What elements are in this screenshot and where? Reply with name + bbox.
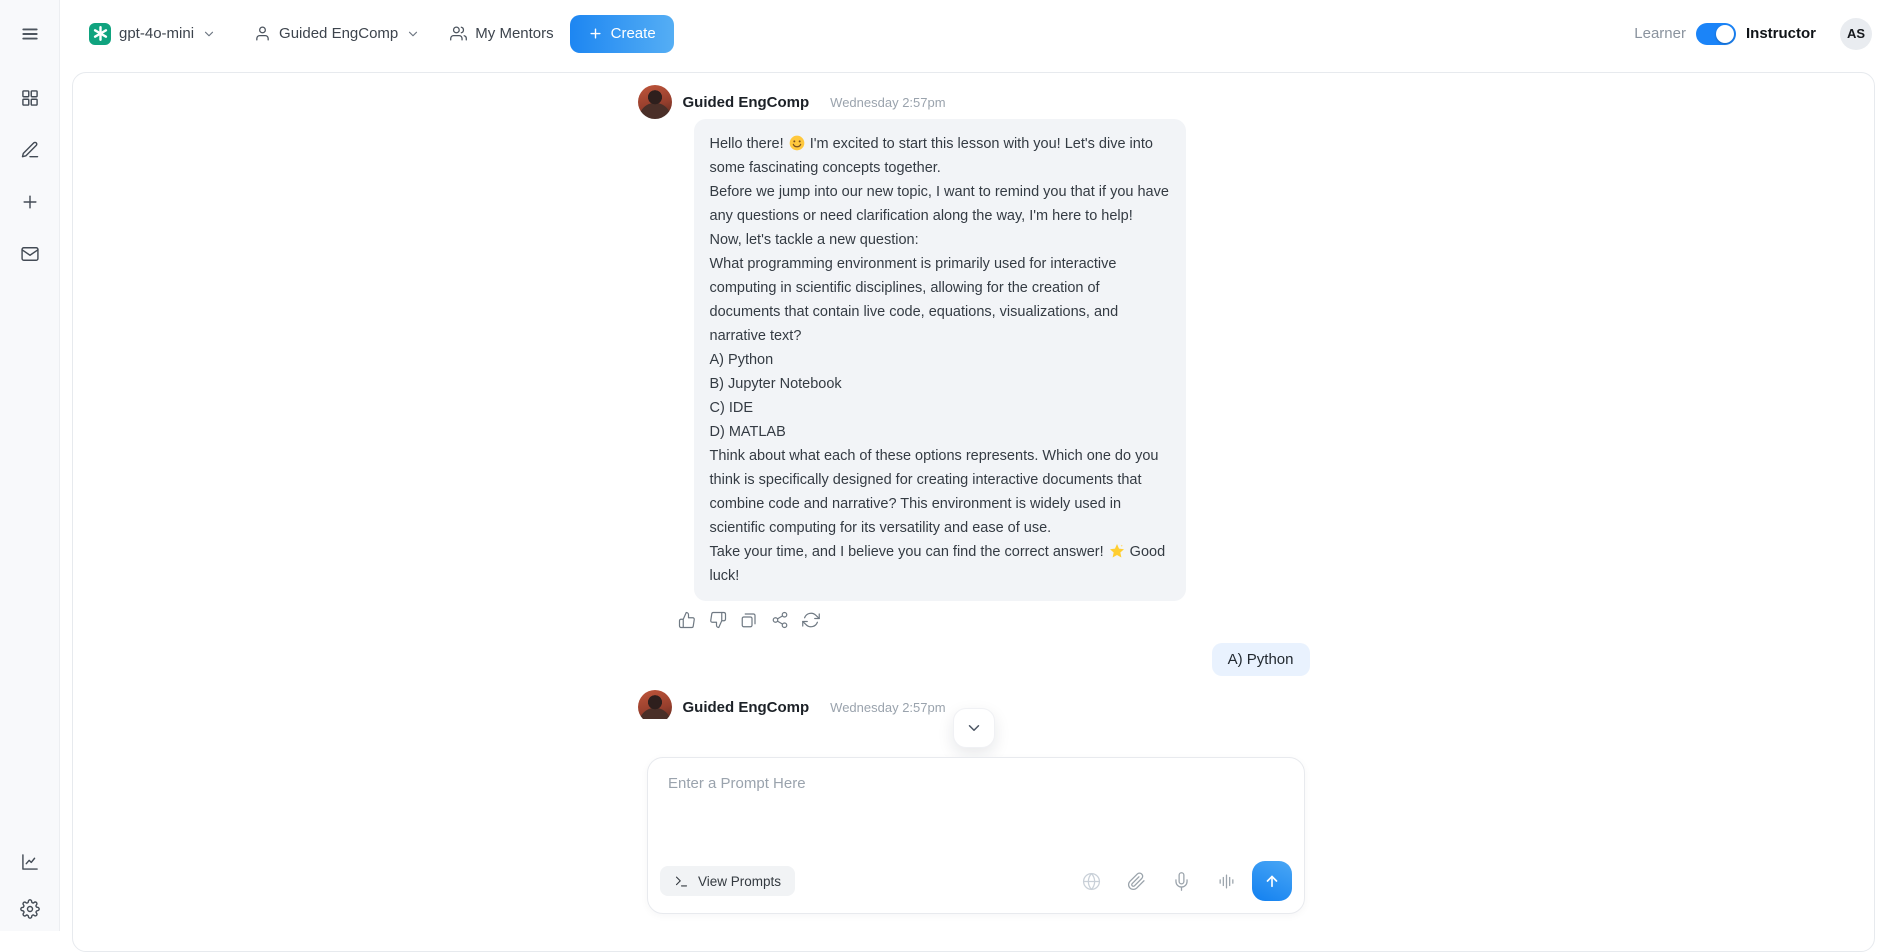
bot-message-bubble <box>694 119 1186 601</box>
paperclip-icon[interactable] <box>1127 872 1146 891</box>
model-selector[interactable] <box>89 23 216 45</box>
learner-label: Learner <box>1634 25 1686 42</box>
chevron-down-icon <box>965 719 983 737</box>
message-paragraph: Think about what each of these options represents. Which one do you think is specifically designed for creating interactive documents that combine code and narrative? This environment is widely used in scientific computing for its versatility and ease of use. <box>709 448 1159 536</box>
mic-icon[interactable] <box>1172 872 1191 891</box>
messages-column <box>638 73 1310 719</box>
waveform-icon[interactable] <box>1217 872 1236 891</box>
prompt-input[interactable] <box>648 758 1304 850</box>
edit-icon[interactable] <box>20 140 40 160</box>
message-paragraph: Hello there! I'm excited to start this lesson with you! Let's dive into some fascinating concepts together. <box>709 136 1153 176</box>
scroll-to-bottom-button[interactable] <box>953 708 995 748</box>
message-timestamp: Wednesday 2:57pm <box>830 94 946 110</box>
copy-icon[interactable] <box>740 611 758 629</box>
left-sidebar <box>0 0 60 931</box>
my-mentors-button[interactable] <box>450 25 553 42</box>
create-label: Create <box>610 25 656 42</box>
message-actions <box>678 611 820 629</box>
person-icon <box>254 25 271 42</box>
thumbs-down-icon[interactable] <box>709 611 727 629</box>
toggle-knob <box>1716 25 1734 43</box>
glowing-star-emoji <box>1109 543 1125 559</box>
user-message-bubble: A) Python <box>1212 643 1310 676</box>
mentor-selector[interactable] <box>254 25 420 42</box>
send-button[interactable] <box>1252 861 1292 901</box>
people-icon <box>450 25 467 42</box>
regenerate-icon[interactable] <box>802 611 820 629</box>
globe-icon[interactable] <box>1082 872 1101 891</box>
sender-name: Guided EngComp <box>682 698 810 716</box>
mentor-label: Guided EngComp <box>279 25 399 42</box>
my-mentors-label: My Mentors <box>475 25 554 42</box>
message-paragraph: D) MATLAB <box>709 424 786 440</box>
share-icon[interactable] <box>771 611 789 629</box>
sender-name: Guided EngComp <box>682 93 810 111</box>
create-button[interactable] <box>570 15 674 53</box>
mentor-avatar <box>638 690 672 719</box>
mode-toggle[interactable] <box>1696 23 1736 45</box>
messages-viewport <box>73 73 1874 719</box>
openai-logo-icon <box>89 23 111 45</box>
user-avatar[interactable]: AS <box>1840 18 1872 50</box>
sidebar-top-icons <box>20 88 40 264</box>
message-paragraph: B) Jupyter Notebook <box>709 376 842 392</box>
composer-toolbar <box>660 861 1292 901</box>
message-timestamp: Wednesday 2:57pm <box>830 699 946 715</box>
message-paragraph: Before we jump into our new topic, I want to remind you that if you have any questions or need clarification along the way, I'm here to help! <box>709 184 1169 224</box>
sidebar-bottom-icons <box>20 852 40 919</box>
model-label: gpt-4o-mini <box>119 25 195 42</box>
settings-icon[interactable] <box>20 899 40 919</box>
terminal-icon <box>674 874 689 889</box>
view-prompts-button[interactable] <box>660 866 795 896</box>
message-paragraph: A) Python <box>709 352 774 368</box>
bot-message-header <box>638 85 946 119</box>
bot-message-header <box>638 690 946 719</box>
top-bar <box>60 0 1886 67</box>
view-prompts-label: View Prompts <box>698 873 782 889</box>
add-icon[interactable] <box>20 192 40 212</box>
chevron-down-icon <box>202 27 216 41</box>
chevron-down-icon <box>406 27 420 41</box>
mentor-avatar <box>638 85 672 119</box>
message-paragraph: Take your time, and I believe you can find the correct answer! Good luck! <box>709 544 1166 584</box>
prompt-composer <box>647 757 1305 914</box>
topbar-right <box>1634 18 1872 50</box>
thumbs-up-icon[interactable] <box>678 611 696 629</box>
composer-utility-icons <box>1082 872 1236 891</box>
message-paragraph: What programming environment is primarily used for interactive computing in scientific disciplines, allowing for the creation of documents that contain live code, equations, visualizations, and narrative text? <box>709 256 1119 344</box>
message-paragraph: Now, let's tackle a new question: <box>709 232 919 248</box>
instructor-label: Instructor <box>1745 25 1816 42</box>
analytics-icon[interactable] <box>20 852 40 872</box>
message-paragraph: C) IDE <box>709 400 753 416</box>
mail-icon[interactable] <box>20 244 40 264</box>
smiling-face-emoji <box>789 135 805 151</box>
arrow-up-icon <box>1263 872 1281 890</box>
plus-icon <box>588 26 603 41</box>
dashboard-icon[interactable] <box>20 88 40 108</box>
menu-icon[interactable] <box>20 24 40 44</box>
